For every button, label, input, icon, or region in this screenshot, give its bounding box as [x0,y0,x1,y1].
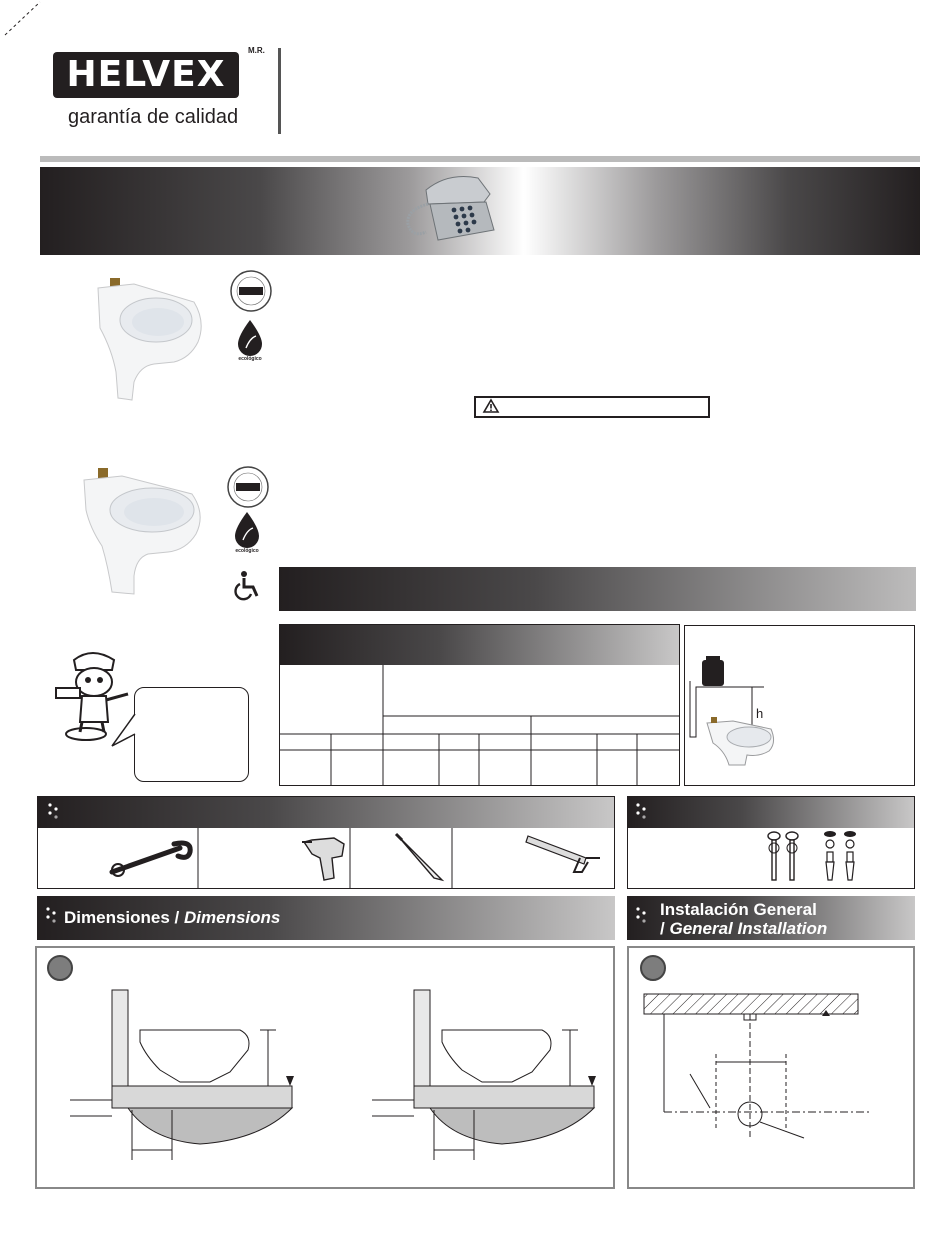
warning-box [474,396,710,418]
section-title-bar [279,567,916,611]
top-rule [40,156,920,162]
tools-header [38,797,614,828]
eco-label-line2: ecológico [238,356,262,362]
drill-icon [302,832,348,884]
title-separator: / [174,908,180,927]
pressure-table-grid [279,624,680,786]
dimensions-title [64,908,280,928]
installation-title [660,900,827,938]
accessories-header [628,797,914,828]
dimension-drawing-2 [362,990,602,1170]
pencil-icon [394,832,446,884]
eco-label-2 [223,542,271,554]
bullet-dots-icon [45,906,59,926]
installation-title-es: Instalación General [660,900,817,919]
eco-label-line2: ecológico [235,548,259,554]
header-divider [278,48,281,134]
wrench-icon [108,840,194,880]
toilet-small-image [703,715,777,767]
height-label: h [756,706,764,721]
telephone-icon [398,168,498,248]
toilet-product-image-2 [82,466,206,596]
bullet-dots-icon [635,802,649,822]
warning-triangle-icon [483,399,499,413]
caulk-gun-icon [526,834,602,874]
water-saver-seal-2 [227,466,269,508]
eco-label-1 [226,350,274,362]
dimension-drawing-1 [60,990,300,1170]
brand-tagline: garantía de calidad [68,106,239,128]
water-saver-seal-1 [230,270,272,312]
installation-drawing [640,990,880,1170]
bolts-icon [764,830,804,884]
anchors-icon [820,830,864,884]
bullet-dots-icon [47,802,61,822]
registered-mark: M.R. [248,46,265,55]
wheelchair-icon [232,570,262,600]
brand-logo: HELVEX [66,54,226,95]
installation-title-en: General Installation [669,919,828,938]
dimensions-title-es: Dimensiones [64,908,170,927]
dimensions-title-en: Dimensions [184,908,281,927]
speech-bubble [134,687,249,782]
title-separator: / [660,919,665,938]
step-circle-1 [47,955,73,981]
bullet-dots-icon [635,906,649,926]
toilet-product-image-1 [94,272,204,402]
eco-label-line1: Grado [242,350,258,356]
eco-label-line1: Grado [239,542,255,548]
step-circle-1 [640,955,666,981]
